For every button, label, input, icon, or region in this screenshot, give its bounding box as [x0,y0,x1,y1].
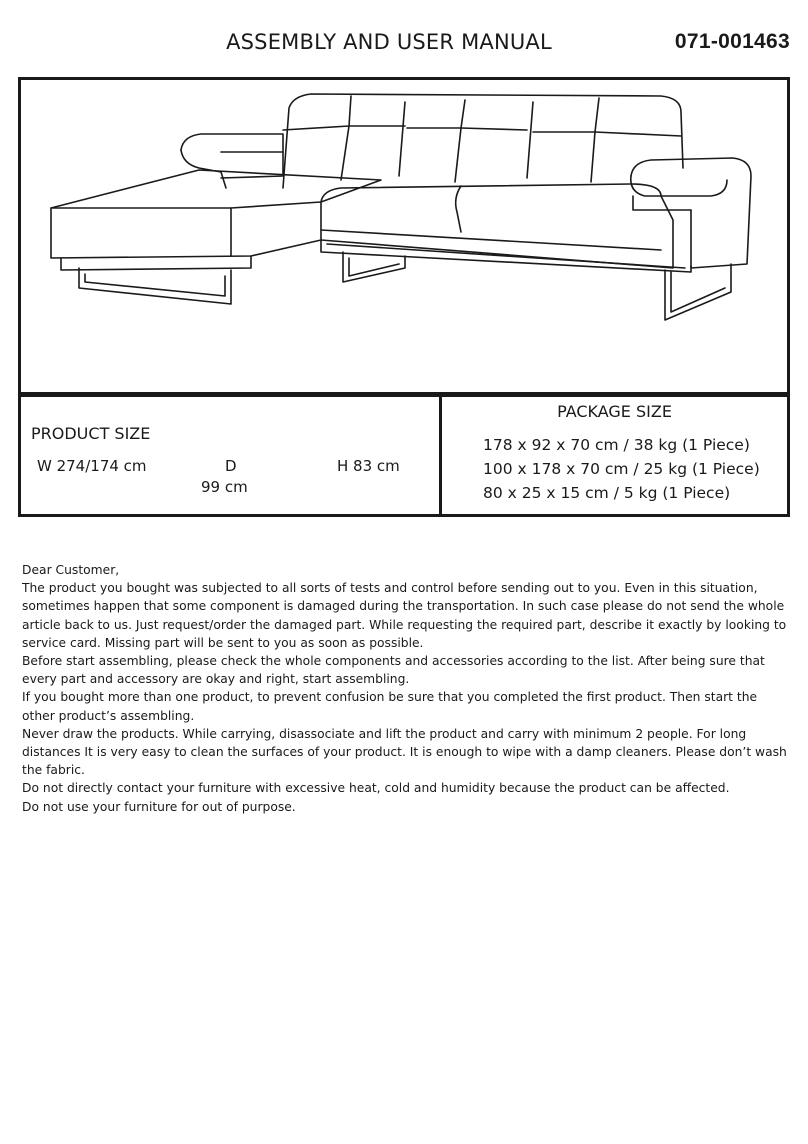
sofa-corner-icon [21,80,787,392]
letter-paragraph: Do not use your furniture for out of purpose. [22,799,296,814]
letter-paragraph: Before start assembling, please check the whole components and accessories according to the list. After being sure that every part and accessory are okay and right, start assembling. [22,654,765,687]
size-table [18,394,790,517]
package-item: 80 x 25 x 15 cm / 5 kg (1 Piece) [483,484,731,502]
package-item: 178 x 92 x 70 cm / 38 kg (1 Piece) [483,436,750,454]
product-depth-label: D [225,457,237,475]
letter-paragraph: If you bought more than one product, to prevent confusion be sure that you completed the first product. Then start the other product’s assembling. [22,690,758,723]
letter-paragraph: Do not directly contact your furniture with excessive heat, cold and humidity because the product can be affected. [22,781,730,796]
product-height: H 83 cm [337,457,400,475]
package-size-title: PACKAGE SIZE [557,402,672,421]
product-size-title: PRODUCT SIZE [31,424,151,443]
product-code: 071-001463 [674,30,790,53]
customer-letter [22,561,788,816]
letter-greeting: Dear Customer, [22,563,120,577]
product-illustration-frame [18,77,790,395]
product-depth-value: 99 cm [201,478,248,496]
letter-paragraph: Never draw the products. While carrying, disassociate and lift the product and carry with minimum 2 people. For long distances It is very easy to clean the surfaces of your product. It is enough to wipe with a damp cleaners. Please don’t wash the fabric. [22,726,787,778]
package-item: 100 x 178 x 70 cm / 25 kg (1 Piece) [483,460,760,478]
letter-paragraph: The product you bought was subjected to all sorts of tests and control before sending out to you. Even in this situation, sometimes happen that some component is damaged during the transportation. In such case please do not send the whole article back to us. Just request/order the damaged part. While requesting the required part, describe it exactly by looking to service card. Missing part will be sent to you as soon as possible. [22,581,787,650]
package-list [483,433,760,505]
product-width: W 274/174 cm [37,457,147,475]
manual-title: ASSEMBLY AND USER MANUAL [226,30,552,54]
